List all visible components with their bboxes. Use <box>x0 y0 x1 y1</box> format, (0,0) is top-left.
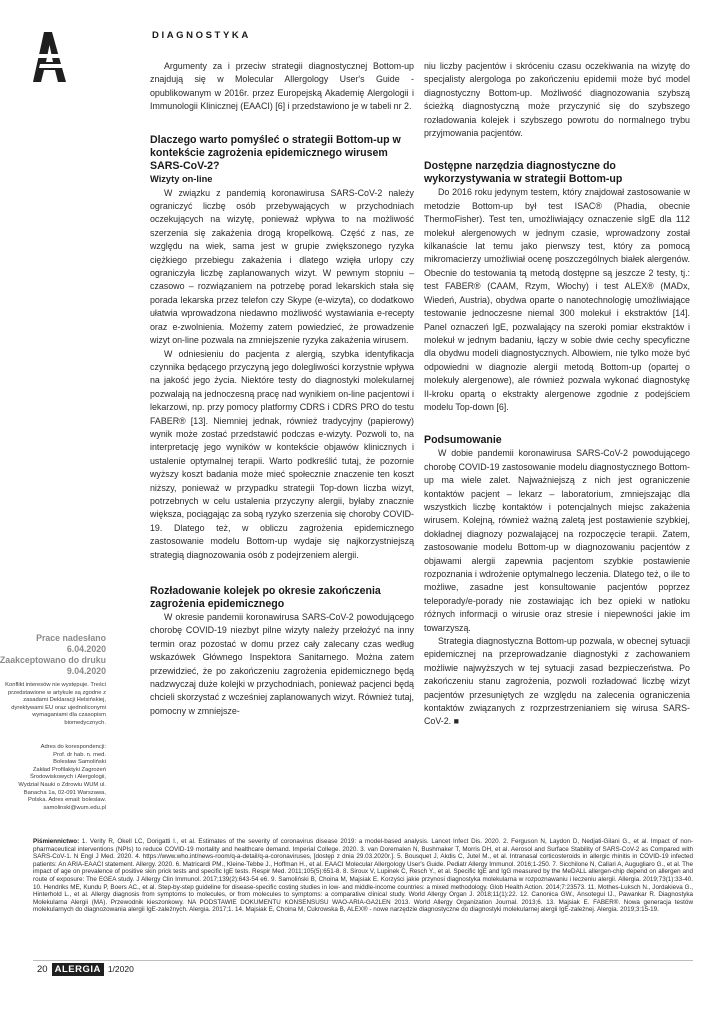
paragraph-online-2: W odniesieniu do pacjenta z alergią, szybka identyfikacja czynnika będącego przyczyną jego dolegliwości korzystnie wpływa na jakość jego życia. Niektóre testy do diagnostyki molekularnej pozwalają na jednoczesną pracę nad wynikiem on-line pacjentowi i lekarzowi, np. przy pomocy platformy CDRS i CDRS PRO do testu FABER® [13]. Niemniej jednak, również tradycyjny (papierowy) wynik może zostać przedstawić podczas e-wizyty. Pozwoli to, na interpretację jego wyników w kontekście objawów klinicznych i ustalenie optymalnej terapii. Warto podkreślić tutaj, że pozornie wyższy koszt badania może mieć społecznie znaczenie ten koszt niższy, ponieważ w przypadku strategii Top-down liczba wizyt, potrzebnych w celu ustalenia przyczyny alergii, byłaby znacznie większa, pociągając za sobą ryzyko szerzenia się choroby COVID-19. Dlatego też, w obliczu zagrożenia epidemicznego zastosowanie modelu Bottom-up wydaje się najkorzystniejszą strategią diagnozowania osób z podejrzeniem alergii. <box>150 348 414 560</box>
left-column <box>150 60 414 718</box>
right-column <box>424 60 690 729</box>
address-line: Zakład Profilaktyki Zagrożeń <box>32 766 106 773</box>
references-text: 1. Verity R, Okell LC, Dorigatti I., et al. Estimates of the severity of coronavirus disease 2019: a model-based analysis. Lancet Infect Dis. 2020. 2. Ferguson N, Laydon D, Nedjati-Gilani G., et al. Impact of non-pharmaceutical interventions (NPIs) to reduce COVID-19 mortality and healthcare demand. Imperial College. 2020. 3. van Doremalen N, Bushmaker T, Morris DH, et al. Aerosol and Surface Stability of SARS-CoV-2 as Compared with SARS-CoV-1. N Engl J Med. 2020. 4. https://www.who.int/news-room/q-a-detail/q-a-coronaviruses, [dostęp z dnia 29.03.2020r.]. 5. Bousquet J, Akdis C, Jutel M., et al. Intranasal corticosteroids in allergic rhinitis in COVID-19 infected patients: An ARIA-EAACI statement. Allergy. 2020. 6. Matricardi PM., Kleine-Tebbe J., Hoffman H., et al. EAACI Molecular Allergology User's Guide. Pediatr Allergy Immunol. 2016;1-250. 7. Sicchilone N, Callari A, Augugliaro G., et al. The impact of age on prevalence of positive skin prick tests and specific IgE tests. Respir Med. 2011;105(5):651-8. 8. Siroux V, Lupinek C, Resch Y., et al. Specific IgE and IgG measured by the MeDALL allergen-chip depend on allergen and route of exposure: The EGEA study. J Allergy Clin Immunol. 2017;139(2):643-54 e6. 9. Samoliński B, Choina M, Majsiak E. Korzyści jakie przynosi diagnostyka molekularna w rozpoznawaniu i leczeniu alergii. Allergia. 2019;73(1):33-40. 10. Hendriks ME, Kundu P, Boers AC., et al. Step-by-step guideline for disease-specific costing studies in low- and middle-income countries: a mixed methodology. Glob Health Action. 2014;7:23573. 11. Mothes-Luksch N., Jordakieva G., Hinterhold L., et al. Allergy diagnosis from symptoms to molecules, or from molecules to symptoms: a comparative clinical study. World Allergy Organ J. 2018;11(1):22. 12. Canonica GW., Ansotegui IJ., Pawankar R. Diagnostyka Molekularna Alergii (MA). Przewodnik kieszonkowy. NA PODSTAWIE DOKUMENTU KONSENSUSU WAO-ARIA-GA2LEN 2013. World Allergy Organization Journal. 2013;6. 13. Majsiak E. FABER®. Nowa generacja testów molekularnych do diagnozowania alergii IgE-zależnych. Alergia. 2017;1. 14. Majsiak E, Choina M, Cukrowska B, ALEX® - nowe narzędzie diagnostyczne do diagnostyki molekularnej alergii IgE-zależnej. Alergia. 2019;3:15-19. <box>33 838 694 914</box>
accepted-date: Zaakceptowano do druku 9.04.2020 <box>0 655 106 676</box>
paragraph-continued: niu liczby pacjentów i skróceniu czasu oczekiwania na wizytę do specjalisty alergologa po zakończeniu epidemii może być model diagnostyczny Bottom-up. Możliwość diagnozowania szybszą ścieżką diagnostyczną może przyczynić się do szybszego rozładowania kolejek i szybszego powrotu do normalnego trybu przyjmowania pacjentów. <box>424 61 690 139</box>
footer-divider <box>33 960 693 961</box>
journal-name: ALERGIA <box>52 963 104 976</box>
address-line: Wydział Nauki o Zdrowiu WUM ul. <box>18 781 106 788</box>
paragraph-tools: Do 2016 roku jedynym testem, który znajdował zastosowanie w metodzie Bottom-up był test ISAC® (Phadia, obecnie ThermoFisher). Test ten, umożliwiający oznaczenie sIgE dla 112 molekuł alergenowych w jednym czasie, wprowadzony został kilkanaście lat temu jako pierwszy test, który za pomocą mikromacierzy umożliwiał ocenę poszczególnych białek alergenów. Obecnie do testowania tą metodą dostępne są jeszcze 2 testy, tj.: test FABER® (CAAM, Rzym, Włochy) i test ALEX® (MADx, Wiedeń, Austria), obydwa oparte o nanotechnologię umożliwiające testowanie jednoczesne niemal 300 molekuł i ekstraktów [14]. Panel oznaczeń IgE, pozwalający na szeroki pomiar ekstraktów i molekuł w jednym badaniu, łączy w sobie dwie cechy specyficzne dla obydwu modeli diagnostycznych. Albowiem, nie tylko może być odpowiedni w diagnozie alergii metodą Bottom-up (opartej o molekuły alergenowe), ale również pozwala wykonać diagnostykę II-kroku opartą o ekstrakty alergenowe zgodnie z podejściem modelu Top-down [6]. <box>424 187 690 412</box>
heading-summary: Podsumowanie <box>424 434 502 447</box>
subheading-online-visits: Wizyty on-line <box>150 173 213 184</box>
heading-diagnostic-tools: Dostępne narzędzia diagnostyczne do wykorzystywania w strategii Bottom-up <box>424 160 623 186</box>
journal-logo-icon <box>30 30 74 84</box>
references <box>33 838 693 914</box>
address-line: Polska. Adres email: boleslaw. <box>28 797 106 804</box>
address-line: Środowiskowych i Alergologii, <box>29 774 106 781</box>
page-footer <box>37 962 134 976</box>
address-line: Bolesław Samoliński <box>53 759 106 766</box>
correspondence-address <box>0 744 106 812</box>
references-label: Piśmiennictwo: <box>33 838 80 845</box>
address-label: Adres do korespondencji: <box>40 744 106 750</box>
address-line: Banacha 1a, 02-091 Warszawa, <box>23 789 106 796</box>
issue-number: 1/2020 <box>107 964 134 974</box>
intro-paragraph: Argumenty za i przeciw strategii diagnostycznej Bottom-up znajdują się w Molecular Allergology User's Guide - opublikowanym w 2016r. przez Europejską Akademię Alergologii i Immunologii Klinicznej (EAACI) [6] i przedstawiono je w tabeli nr 2. <box>150 61 414 112</box>
paragraph-queue: W okresie pandemii koronawirusa SARS-CoV-2 powodującego chorobę COVID-19 niezbyt pilne wizyty należy przełożyć na inny termin oraz pozostać w domu przez cały zalecany czas według wskazówek Głównego Inspektora Sanitarnego. Można zatem przewidzieć, że po zakończeniu zagrożenia epidemicznego będą nadzwyczaj duże kolejki w przychodniach, ponieważ pacjenci będą chcieli skorzystać z wcześniej zaplanowanych wizyt. Również tutaj, pomocny w zmniejsze- <box>150 612 414 716</box>
paragraph-summary-1: W dobie pandemii koronawirusa SARS-CoV-2 powodującego chorobę COVID-19 zastosowanie modelu diagnostycznego Bottom-up ma wiele zalet. Najważniejszą z nich jest ograniczenie kontaktów pacjent – lekarz – laboratorium, zmniejszając dla wszystkich liczbę kontaktów i potencjalnych miejsc zakażenia wirusem. Kolejną, również ważną zaletą jest postawienie szybkiej, dokładnej diagnozy pozwalającej na rozpoczęcie terapii. Zatem, zastosowanie modelu Bottom-up w diagnozowaniu pacjentów z objawami alergii zapewnia pacjentom szybkie postawienie rozpoznania i wdrożenie optymalnego leczenia. Dlatego też, o ile to możliwe, zasadne jest konsultowanie pacjentów poprzez teleporady/e-porady nie zostawiając ich bez opieki w natłoku różnych informacji o wirusie oraz stresie i niepewności jakie im towarzyszą. <box>424 448 690 633</box>
address-line: Prof. dr hab. n. med. <box>53 751 106 758</box>
paragraph-summary-2: Strategia diagnostyczna Bottom-up pozwala, w obecnej sytuacji epidemicznej na przeprowadzanie diagnostyki z zachowaniem możliwie najwyższych w tej sytuacji zasad bezpieczeństwa. Po zakończeniu stanu zagrożenia, pozwoli rozładować liczbę wizyt pacjentów przesuniętych ze względu na zalecenia ograniczenia kontaktów związanych z rozprzestrzenianiem się wirusa SARS-CoV-2. ■ <box>424 636 690 727</box>
heading-queue-relief: Rozładowanie kolejek po okresie zakończenia zagrożenia epidemicznego <box>150 585 381 610</box>
page-number: 20 <box>37 963 48 975</box>
address-line: samolinski@wum.edu.pl <box>43 804 106 811</box>
paragraph-online-1: W związku z pandemią koronawirusa SARS-CoV-2 należy ograniczyć liczbę osób przebywających w przychodniach oczekujących na wizytę, ponieważ wpływa to na możliwość szerzenia się zakażenia drogą kropelkową. Część z nas, ze względu na wiek, sama jest w grupie zwiększonego ryzyka ciężkiego przebiegu zakażenia i dlatego wzięła urlopy czy ograniczyła liczbę zaplanowanych wizyt. W pewnym stopniu – czasowo – rozwiązaniem na potrzebę porad lekarskich stała się porada lekarska przez telefon czy Skype (e-wizyta), co dodatkowo ułatwia wprowadzona niedawno możliwość wystawiania e-recepty oraz e-zwolnienia. Możemy zatem powiedzieć, że prowadzenie wizyt on-line pozwala na zmniejszenie ryzyka zakażenia wirusem. <box>150 187 414 346</box>
received-dates <box>0 633 106 677</box>
section-label: DIAGNOSTYKA <box>152 30 251 41</box>
received-date: Prace nadesłano 6.04.2020 <box>36 633 106 654</box>
heading-why-bottom-up: Dlaczego warto pomyśleć o strategii Bottom-up w kontekście zagrożenia epidemicznego wirusem SARS-CoV-2? <box>150 133 401 172</box>
conflict-statement: Konflikt interesów nie występuje. Treści przedstawione w artykule są zgodne z zasadami Deklaracji Helsińskiej, dyrektywami EU oraz ujednoliconymi wymaganiami dla czasopism biomedycznych. <box>5 682 106 726</box>
